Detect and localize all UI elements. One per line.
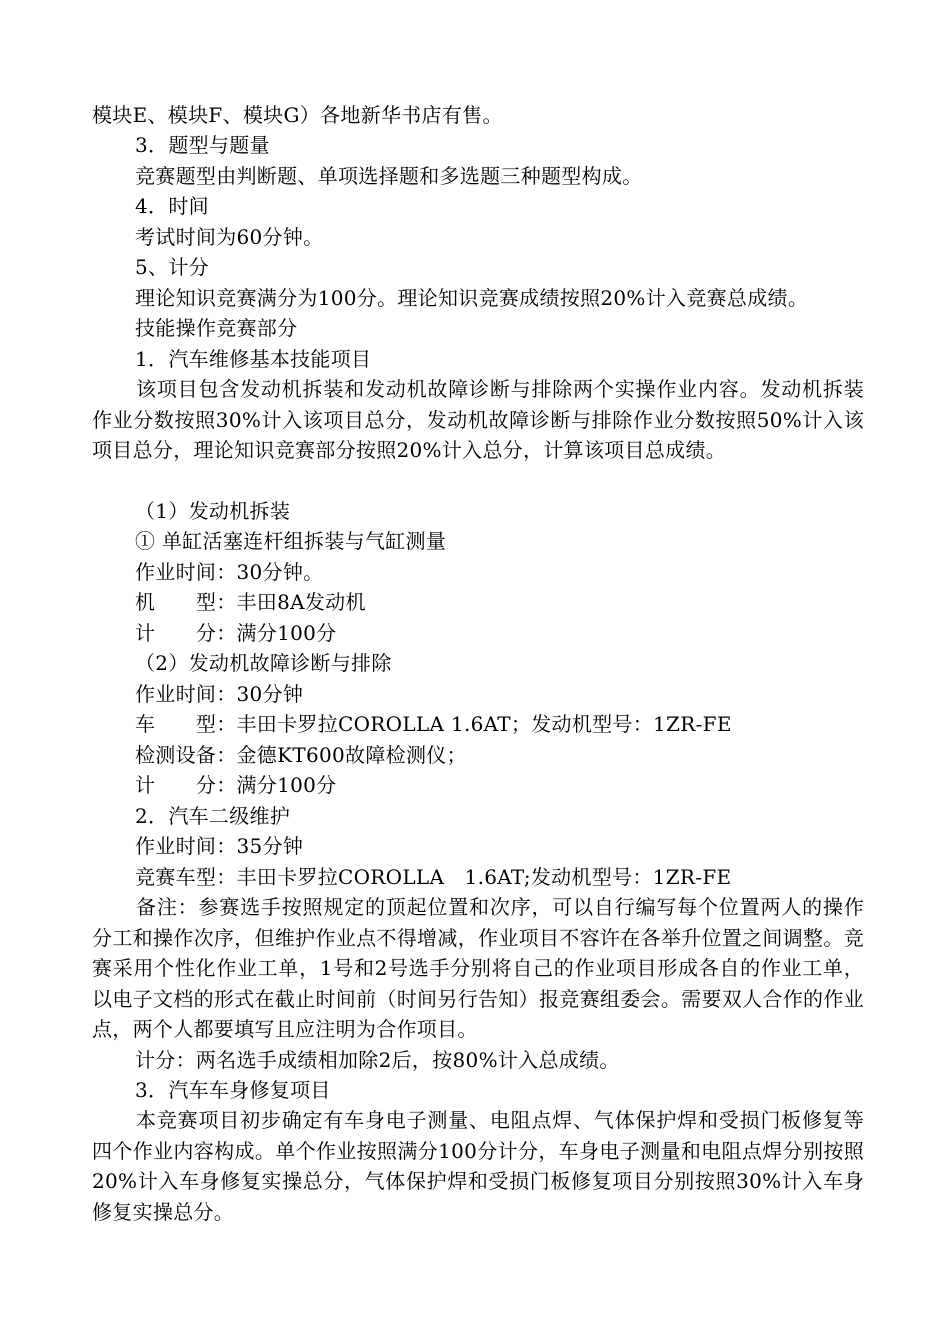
text-line: 计 分：满分100分 — [135, 621, 337, 645]
subheading-engine-diagnosis: （2）发动机故障诊断与排除 — [135, 651, 392, 675]
heading-body-repair: 3．汽车车身修复项目 — [135, 1078, 331, 1102]
text-line: 模块E、模块F、模块G）各地新华书店有售。 — [92, 103, 503, 127]
heading-secondary-maintenance: 2．汽车二级维护 — [135, 804, 291, 828]
heading-time: 4．时间 — [135, 194, 209, 218]
paragraph-basic-skills: 该项目包含发动机拆装和发动机故障诊断与排除两个实操作业内容。发动机拆装作业分数按照30%计入该项目总分，发动机故障诊断与排除作业分数按照50%计入该项目总分，理论知识竞赛部分按照20%计入总分，计算该项目总成绩。 — [92, 377, 864, 462]
text-line: 作业时间：30分钟 — [135, 682, 304, 706]
text-line: 竞赛车型：丰田卡罗拉COROLLA 1.6AT;发动机型号：1ZR-FE — [135, 865, 732, 889]
heading-scoring: 5、计分 — [135, 255, 209, 279]
text-line: 车 型：丰田卡罗拉COROLLA 1.6AT；发动机型号：1ZR-FE — [135, 712, 732, 736]
text-line: 竞赛题型由判断题、单项选择题和多选题三种题型构成。 — [135, 164, 643, 188]
text-line: 计分：两名选手成绩相加除2后，按80%计入总成绩。 — [135, 1048, 620, 1072]
text-line: 作业时间：30分钟。 — [135, 560, 324, 584]
subheading-engine-disassembly: （1）发动机拆装 — [135, 499, 291, 523]
section-heading: 技能操作竞赛部分 — [135, 316, 298, 340]
text-line: ① 单缸活塞连杆组拆装与气缸测量 — [135, 529, 447, 553]
text-line: 检测设备：金德KT600故障检测仪； — [135, 743, 467, 767]
heading-basic-skills: 1．汽车维修基本技能项目 — [135, 347, 372, 371]
paragraph-body-repair: 本竞赛项目初步确定有车身电子测量、电阻点焊、气体保护焊和受损门板修复等四个作业内容构成。单个作业按照满分100分计分，车身电子测量和电阻点焊分别按照20%计入车身修复实操总分，气体保护焊和受损门板修复项目分别按照30%计入车身修复实操总分。 — [92, 1108, 864, 1224]
text-line: 作业时间：35分钟 — [135, 834, 304, 858]
text-line: 机 型：丰田8A发动机 — [135, 590, 366, 614]
heading-question-types: 3．题型与题量 — [135, 133, 270, 157]
text-line: 考试时间为60分钟。 — [135, 225, 324, 249]
text-line: 计 分：满分100分 — [135, 773, 337, 797]
text-line: 理论知识竞赛满分为100分。理论知识竞赛成绩按照20%计入竞赛总成绩。 — [135, 286, 809, 310]
paragraph-remarks: 备注：参赛选手按照规定的顶起位置和次序，可以自行编写每个位置两人的操作分工和操作次序，但维护作业点不得增减，作业项目不容许在各举升位置之间调整。竞赛采用个性化作业工单，1号和2号选手分别将自己的作业项目形成各自的作业工单，以电子文档的形式在截止时间前（时间另行告知）报竞赛组委会。需要双人合作的作业点，两个人都要填写且应注明为合作项目。 — [92, 895, 864, 1041]
